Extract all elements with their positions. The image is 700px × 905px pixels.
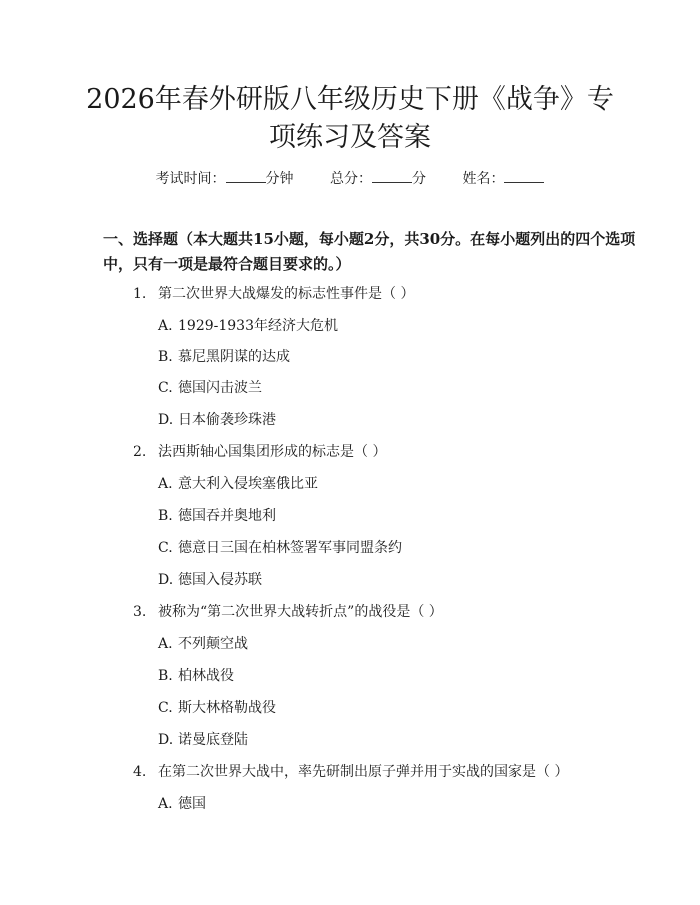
question-text: 法西斯轴心国集团形成的标志是（ ） (158, 444, 387, 460)
option-1a (158, 315, 338, 335)
option-letter: A. (158, 636, 173, 652)
option-text: 1929-1933年经济大危机 (178, 318, 338, 334)
option-2c (158, 537, 402, 557)
option-letter: C. (158, 540, 173, 556)
option-text: 斯大林格勒战役 (178, 700, 276, 716)
question-text: 在第二次世界大战中，率先研制出原子弹并用于实战的国家是（ ） (158, 764, 569, 780)
option-letter: B. (158, 508, 173, 524)
option-text: 柏林战役 (178, 668, 234, 684)
question-number: 2. (133, 444, 147, 460)
option-1c (158, 377, 262, 397)
option-text: 德国吞并奥地利 (178, 508, 276, 524)
option-3b (158, 665, 234, 685)
option-4a (158, 793, 206, 813)
option-text: 德国入侵苏联 (178, 572, 262, 588)
option-text: 德国 (178, 796, 206, 812)
option-text: 慕尼黑阴谋的达成 (178, 349, 290, 365)
score-field (330, 168, 426, 188)
name-label: 姓名： (462, 171, 505, 187)
option-text: 德意日三国在柏林签署军事同盟条约 (178, 540, 402, 556)
score-unit: 分 (412, 171, 426, 187)
option-3c (158, 697, 276, 717)
option-2d (158, 569, 262, 589)
question-text: 被称为“第二次世界大战转折点”的战役是（ ） (158, 604, 443, 620)
exam-meta (0, 168, 700, 188)
option-letter: D. (158, 572, 174, 588)
time-field (156, 168, 294, 188)
question-number: 1. (133, 286, 147, 302)
option-2a (158, 473, 318, 493)
option-1b (158, 346, 290, 366)
option-text: 日本偷袭珍珠港 (178, 412, 276, 428)
question-text: 第二次世界大战爆发的标志性事件是（ ） (158, 286, 415, 302)
score-blank[interactable] (372, 170, 412, 183)
option-2b (158, 505, 276, 525)
option-1d (158, 409, 276, 429)
name-field (462, 168, 544, 188)
option-letter: C. (158, 380, 173, 396)
option-text: 意大利入侵埃塞俄比亚 (178, 476, 318, 492)
question-4 (133, 761, 568, 781)
time-blank[interactable] (226, 170, 266, 183)
option-text: 德国闪击波兰 (178, 380, 262, 396)
option-letter: A. (158, 796, 173, 812)
score-label: 总分： (330, 171, 372, 187)
option-letter: D. (158, 412, 174, 428)
time-label: 考试时间： (155, 171, 226, 187)
question-2 (133, 441, 386, 461)
option-letter: D. (158, 732, 174, 748)
option-text: 诺曼底登陆 (178, 732, 248, 748)
section-title: 一、选择题（本大题共15小题，每小题2分，共30分。在每小题列出的四个选项中，只有一项是最符合题目要求的。） (103, 230, 636, 273)
option-text: 不列颠空战 (178, 636, 248, 652)
option-letter: A. (158, 318, 173, 334)
page-title-line1: 2026年春外研版八年级历史下册《战争》专 (86, 84, 614, 115)
question-1 (133, 283, 414, 303)
option-letter: A. (158, 476, 173, 492)
option-letter: B. (158, 349, 173, 365)
option-letter: B. (158, 668, 173, 684)
question-number: 4. (133, 764, 147, 780)
option-letter: C. (158, 700, 173, 716)
question-number: 3. (133, 604, 147, 620)
page-title-line2: 项练习及答案 (269, 122, 431, 153)
name-blank[interactable] (504, 170, 544, 183)
option-3d (158, 729, 248, 749)
time-unit: 分钟 (265, 171, 294, 187)
option-3a (158, 633, 248, 653)
question-3 (133, 601, 443, 621)
